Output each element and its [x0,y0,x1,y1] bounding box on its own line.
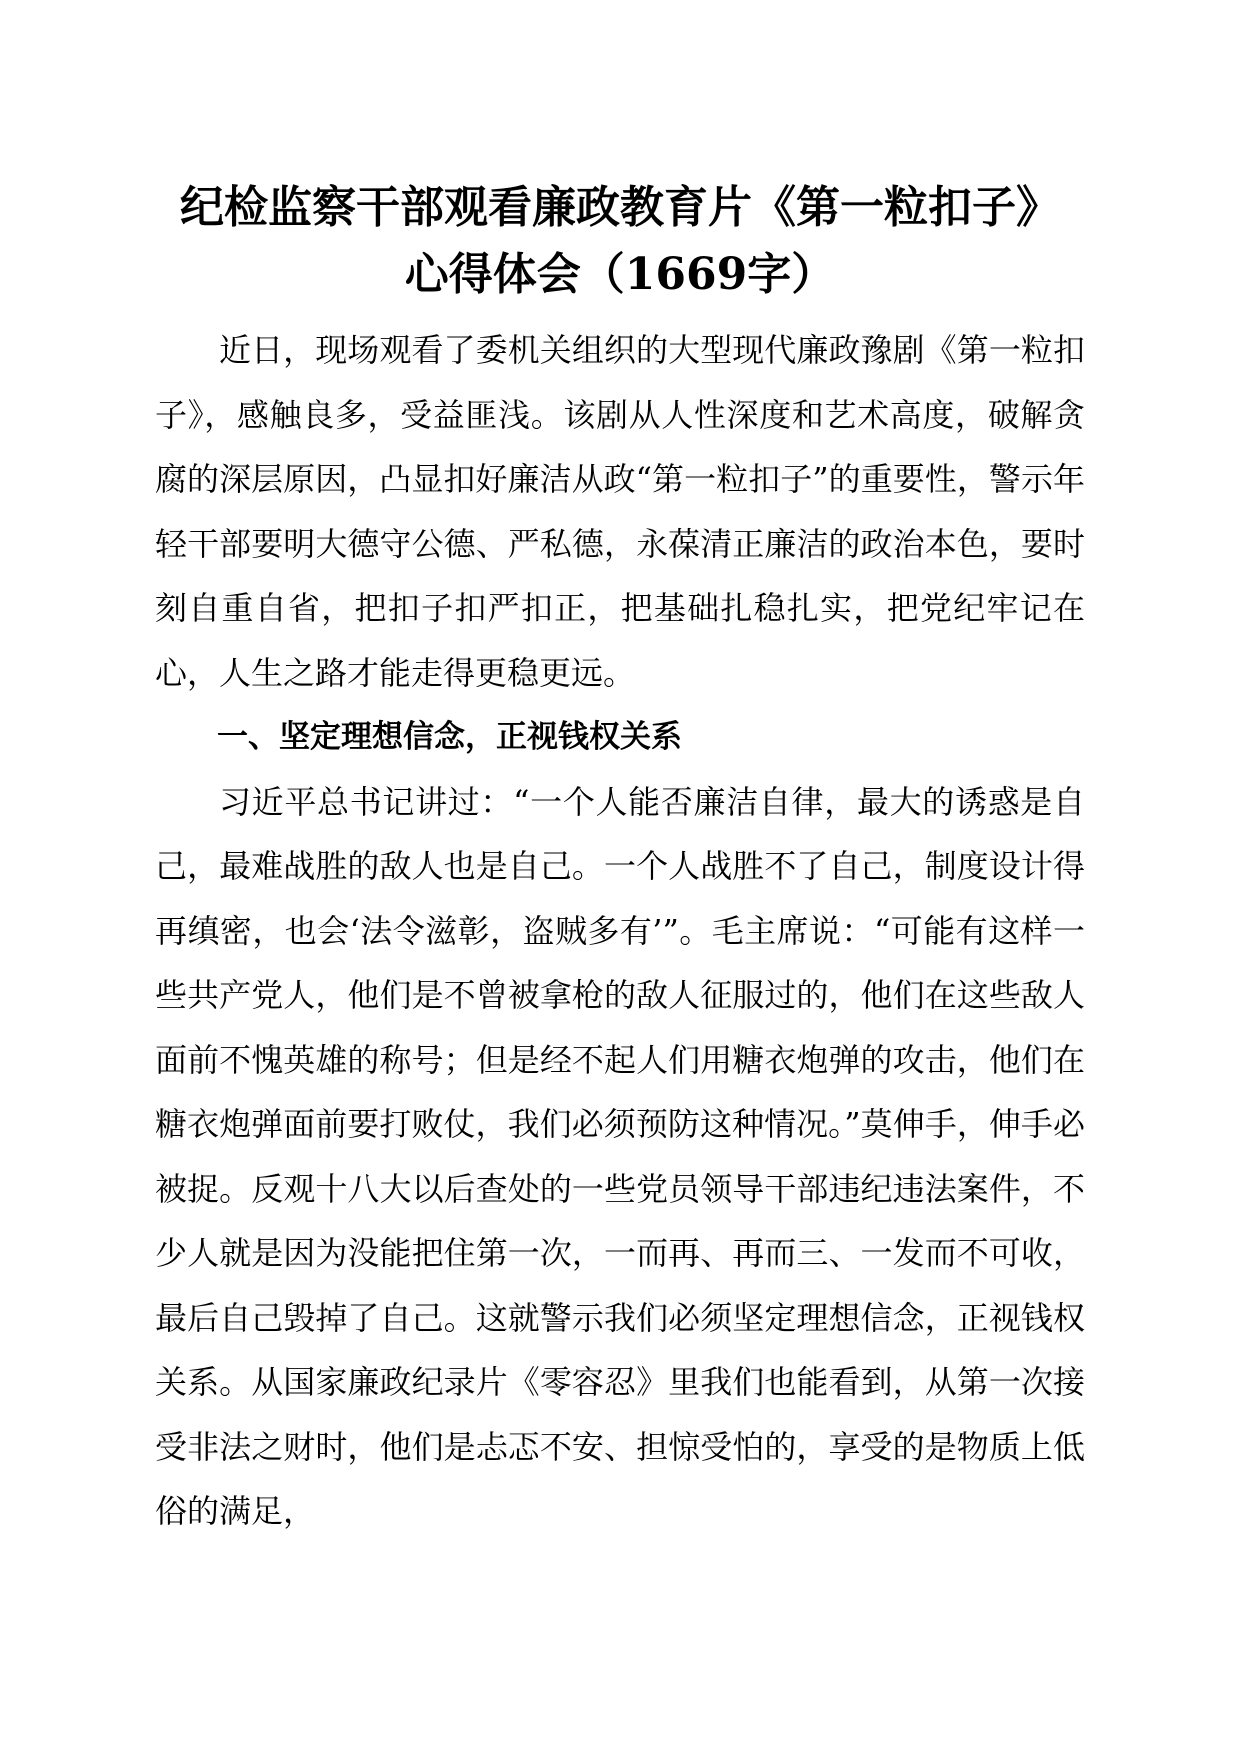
paragraph-intro: 近日，现场观看了委机关组织的大型现代廉政豫剧《第一粒扣子》，感触良多，受益匪浅。该剧从人性深度和艺术高度，破解贪腐的深层原因，凸显扣好廉洁从政“第一粒扣子”的重要性，警示年轻干部要明大德守公德、严私德，永葆清正廉洁的政治本色，要时刻自重自省，把扣子扣严扣正，把基础扎稳扎实，把党纪牢记在心，人生之路才能走得更稳更远。 [155,331,1085,692]
section-heading-1: 一、坚定理想信念，正视钱权关系 [217,719,682,755]
document-body [155,318,1085,1544]
paragraph-section-1: 习近平总书记讲过：“一个人能否廉洁自律，最大的诱惑是自己，最难战胜的敌人也是自己。一个人战胜不了自己，制度设计得再缜密，也会‘法令滋彰，盗贼多有’”。毛主席说：“可能有这样一些共产党人，他们是不曾被拿枪的敌人征服过的，他们在这些敌人面前不愧英雄的称号；但是经不起人们用糖衣炮弹的攻击，他们在糖衣炮弹面前要打败仗，我们必须预防这种情况。”莫伸手，伸手必被捉。反观十八大以后查处的一些党员领导干部违纪违法案件，不少人就是因为没能把住第一次，一而再、再而三、一发而不可收，最后自己毁掉了自己。这就警示我们必须坚定理想信念，正视钱权关系。从国家廉政纪录片《零容忍》里我们也能看到，从第一次接受非法之财时，他们是忐忑不安、担惊受怕的，享受的是物质上低俗的满足， [155,782,1085,1530]
document-title-line-2: 心得体会（1669字） [404,249,836,300]
document-title-line-1: 纪检监察干部观看廉政教育片《第一粒扣子》 [180,182,1060,233]
